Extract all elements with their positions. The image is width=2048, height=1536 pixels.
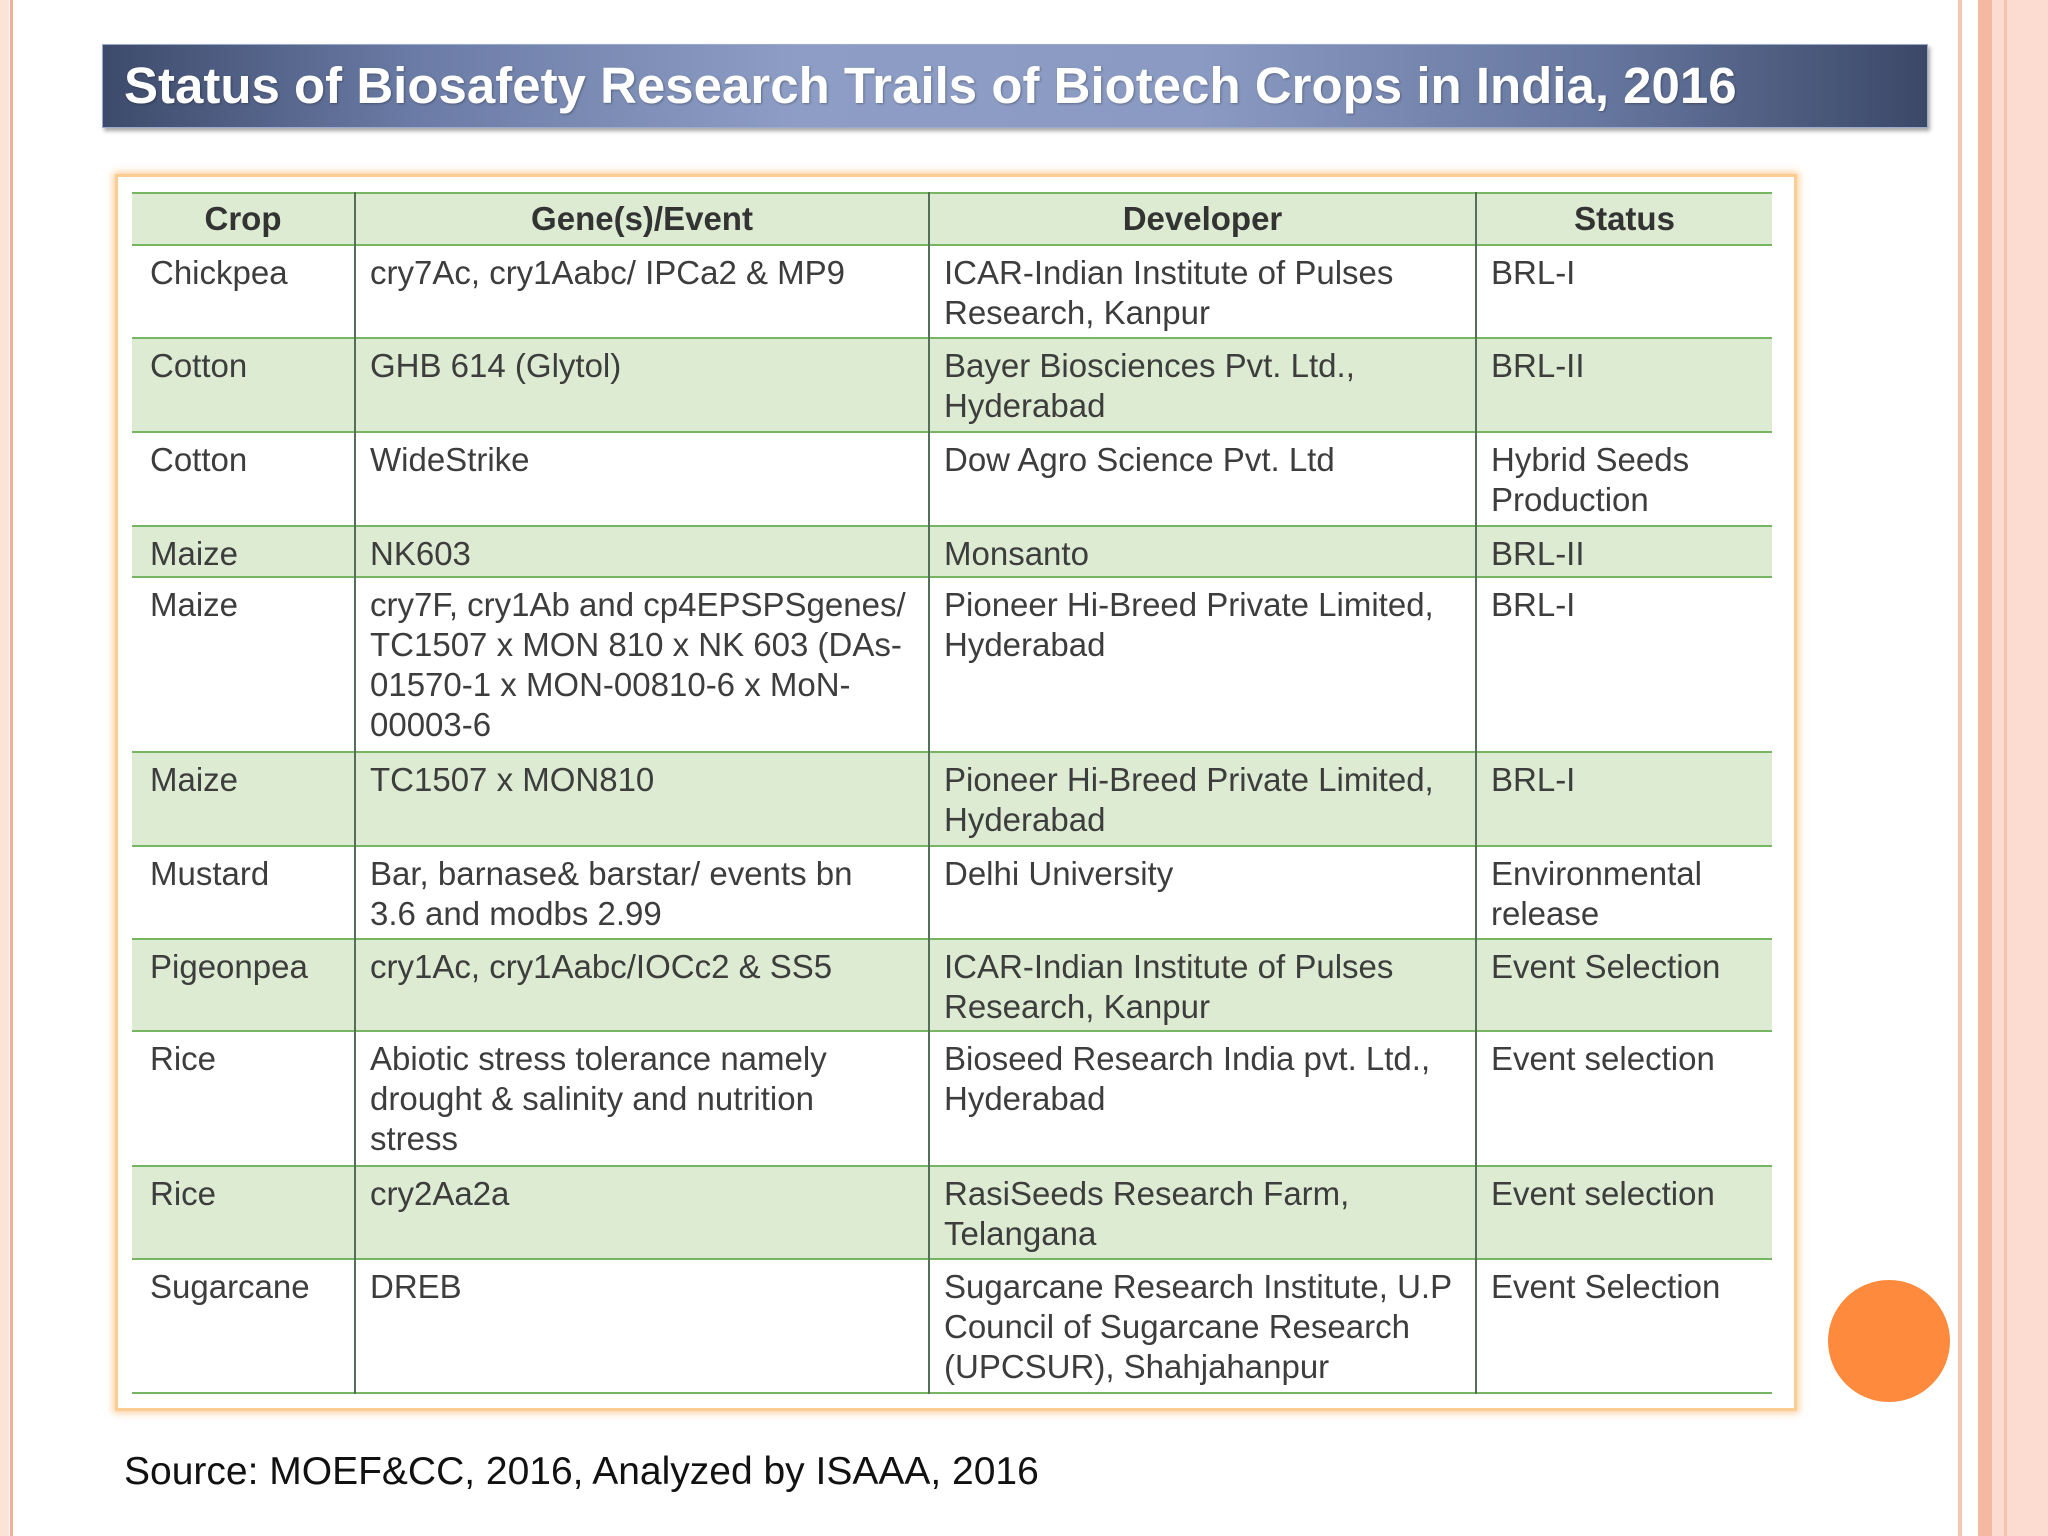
- table-row: [132, 1031, 1772, 1166]
- developer-cell: Delhi University: [929, 846, 1476, 939]
- right-border-stripe: [1978, 0, 1992, 1536]
- table-row: [132, 846, 1772, 939]
- table-container: [115, 174, 1797, 1411]
- table-row: [132, 338, 1772, 432]
- table-row: [132, 1259, 1772, 1393]
- status-cell: BRL-I: [1476, 245, 1772, 338]
- gene-event-cell: DREB: [355, 1259, 929, 1393]
- developer-cell: Monsanto: [929, 526, 1476, 577]
- developer-cell: Dow Agro Science Pvt. Ltd: [929, 432, 1476, 526]
- status-cell: Event Selection: [1476, 1259, 1772, 1393]
- crop-cell: Sugarcane: [150, 1268, 310, 1305]
- left-border-decoration: [0, 0, 9, 1536]
- right-border-decoration: [1992, 0, 2048, 1536]
- gene-event-cell: WideStrike: [355, 432, 929, 526]
- header-status: Status: [1476, 193, 1772, 245]
- status-cell: Environmental release: [1476, 846, 1772, 939]
- status-cell: BRL-II: [1476, 526, 1772, 577]
- status-cell: Event selection: [1476, 1031, 1772, 1166]
- gene-event-cell: NK603: [355, 526, 929, 577]
- developer-cell: Pioneer Hi-Breed Private Limited, Hyderabad: [929, 577, 1476, 752]
- gene-event-cell: cry2Aa2a: [355, 1166, 929, 1259]
- gene-event-cell: cry7Ac, cry1Aabc/ IPCa2 & MP9: [355, 245, 929, 338]
- developer-cell: Bioseed Research India pvt. Ltd., Hyderabad: [929, 1031, 1476, 1166]
- left-border-line: [10, 0, 13, 1536]
- right-border-inner-line: [2004, 0, 2007, 1536]
- developer-cell: Bayer Biosciences Pvt. Ltd., Hyderabad: [929, 338, 1476, 432]
- status-cell: BRL-II: [1476, 338, 1772, 432]
- crop-cell: Maize: [150, 586, 239, 623]
- developer-cell: Pioneer Hi-Breed Private Limited, Hyderabad: [929, 752, 1476, 846]
- status-cell: Event Selection: [1476, 939, 1772, 1031]
- status-cell: Hybrid Seeds Production: [1476, 432, 1772, 526]
- status-cell: BRL-I: [1476, 752, 1772, 846]
- table-row: [132, 939, 1772, 1031]
- developer-cell: ICAR-Indian Institute of Pulses Research, Kanpur: [929, 245, 1476, 338]
- table-row: [132, 752, 1772, 846]
- status-cell: BRL-I: [1476, 577, 1772, 752]
- source-note: Source: MOEF&CC, 2016, Analyzed by ISAAA, 2016: [124, 1450, 1039, 1493]
- crop-cell: Rice: [150, 1040, 217, 1077]
- gene-event-cell: Abiotic stress tolerance namely drought & salinity and nutrition stress: [355, 1031, 929, 1166]
- crop-cell: Mustard: [150, 855, 270, 892]
- table-row: [132, 577, 1772, 752]
- table-header-row: [132, 193, 1772, 245]
- biosafety-trials-table: [132, 192, 1772, 1394]
- crop-cell: Maize: [150, 535, 239, 572]
- developer-cell: RasiSeeds Research Farm, Telangana: [929, 1166, 1476, 1259]
- gene-event-cell: TC1507 x MON810: [355, 752, 929, 846]
- crop-cell: Chickpea: [150, 254, 288, 291]
- header-crop: Crop: [204, 200, 282, 237]
- header-gene-event: Gene(s)/Event: [355, 193, 929, 245]
- crop-cell: Cotton: [150, 441, 248, 478]
- crop-cell: Rice: [150, 1175, 217, 1212]
- slide-title: Status of Biosafety Research Trails of Biotech Crops in India, 2016: [124, 57, 1737, 114]
- gene-event-cell: Bar, barnase& barstar/ events bn 3.6 and modbs 2.99: [355, 846, 929, 939]
- crop-cell: Cotton: [150, 347, 248, 384]
- title-bar: [102, 44, 1928, 128]
- table-row: [132, 1166, 1772, 1259]
- table-row: [132, 526, 1772, 577]
- gene-event-cell: cry1Ac, cry1Aabc/IOCc2 & SS5: [355, 939, 929, 1031]
- gene-event-cell: cry7F, cry1Ab and cp4EPSPSgenes/ TC1507 x MON 810 x NK 603 (DAs- 01570-1 x MON-00810-6 x MoN- 00003-6: [355, 577, 929, 752]
- status-cell: Event selection: [1476, 1166, 1772, 1259]
- table-row: [132, 432, 1772, 526]
- decorative-orange-circle: [1828, 1280, 1950, 1402]
- right-border-line: [1958, 0, 1962, 1536]
- developer-cell: ICAR-Indian Institute of Pulses Research, Kanpur: [929, 939, 1476, 1031]
- crop-cell: Maize: [150, 761, 239, 798]
- header-developer: Developer: [929, 193, 1476, 245]
- crop-cell: Pigeonpea: [150, 948, 308, 985]
- gene-event-cell: GHB 614 (Glytol): [355, 338, 929, 432]
- developer-cell: Sugarcane Research Institute, U.P Council of Sugarcane Research (UPCSUR), Shahjahanpur: [929, 1259, 1476, 1393]
- table-row: [132, 245, 1772, 338]
